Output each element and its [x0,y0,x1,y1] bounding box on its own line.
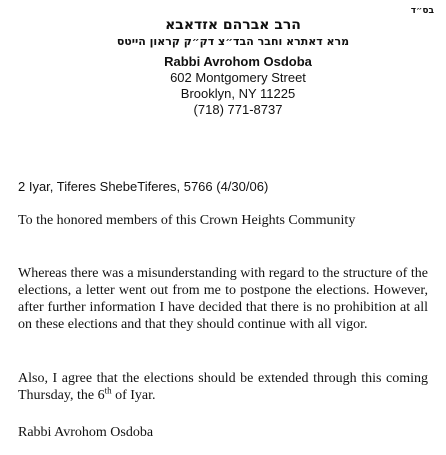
letterhead [0,16,446,118]
english-name: Rabbi Avrohom Osdoba [164,54,312,69]
street-address: 602 Montgomery Street [170,70,306,85]
paragraph-2 [18,370,428,404]
date-prefix: 2 Iyar, Tiferes ShebeTiferes, [18,179,184,194]
hebrew-title: מרא דאתרא וחבר הבד״צ דק״ק קראון הייטס [116,35,350,48]
date-year: 5766 (4/30/06) [183,179,269,194]
hebrew-name: הרב אברהם אזדאבא [165,17,301,33]
paragraph-2-start: Also, I agree that the elections should be extended through this coming Thursday, the 6 [18,371,428,403]
bsd-header: בס״ד [410,6,434,16]
signature: Rabbi Avrohom Osdoba [18,425,154,440]
letter-date [18,178,428,196]
paragraph-1: Whereas there was a misunderstanding with regard to the structure of the elections, a letter went out from me to postpone the elections. However, after further information I have decided that there is no prohibition at all on these elections and that they should continue with all vigor. [18,266,428,332]
salutation: To the honored members of this Crown Heights Community [18,213,356,228]
phone-number: (718) 771-8737 [193,102,283,117]
city-address: Brooklyn, NY 11225 [180,86,296,101]
ordinal-suffix: th [104,385,112,396]
paragraph-2-end: of Iyar. [111,388,156,403]
